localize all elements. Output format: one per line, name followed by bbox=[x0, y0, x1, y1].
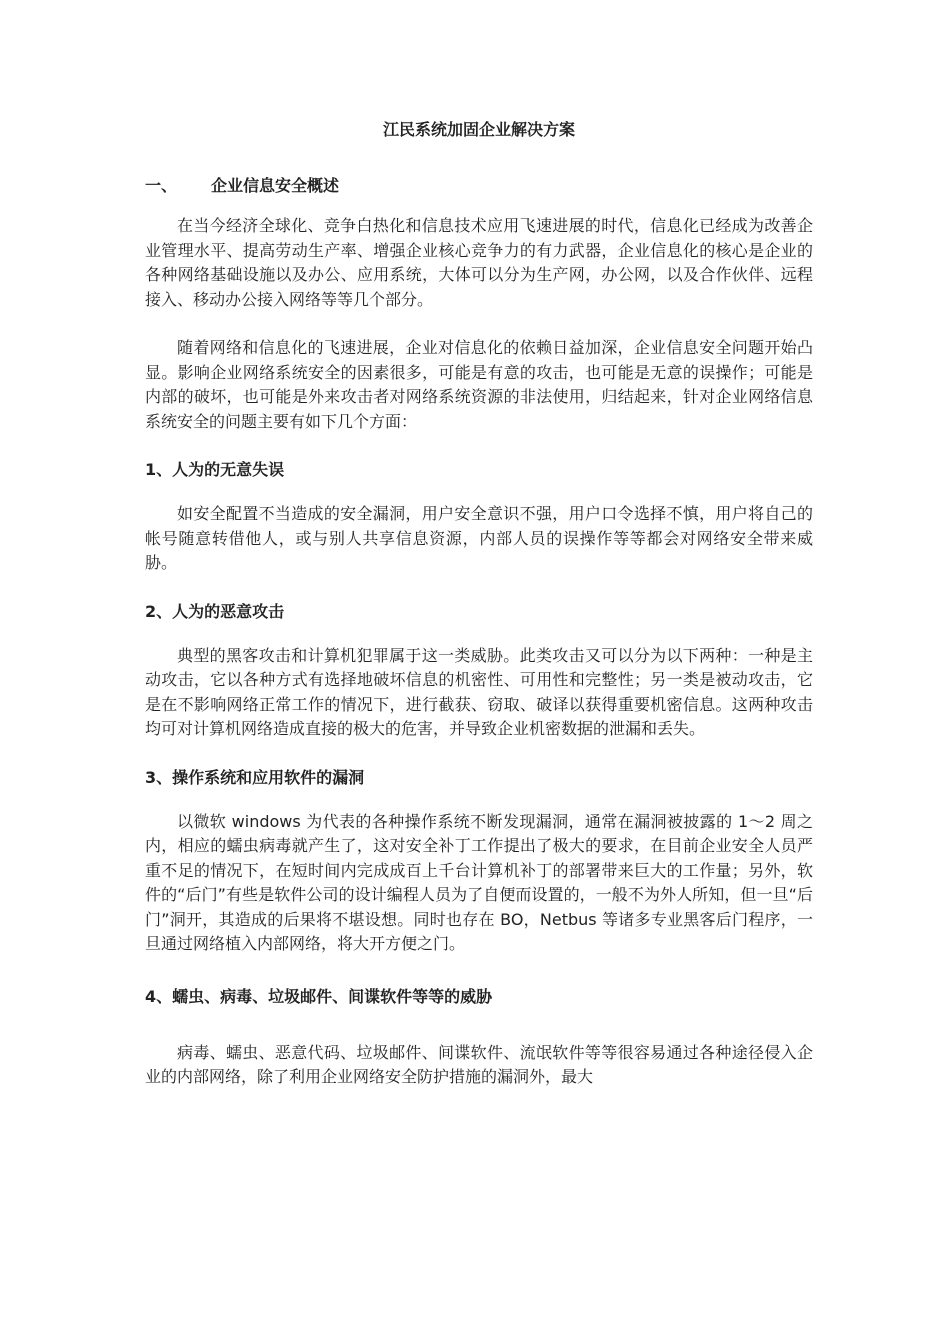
document-title: 江民系统加固企业解决方案 bbox=[382, 120, 575, 139]
item-paragraph: 病毒、蠕虫、恶意代码、垃圾邮件、间谍软件、流氓软件等等很容易通过各种途径侵入企业的内部网络，除了利用企业网络安全防护措施的漏洞外，最大 bbox=[145, 1042, 813, 1086]
section-heading bbox=[145, 174, 813, 198]
item-heading: 2、人为的恶意攻击 bbox=[145, 601, 285, 621]
item-paragraph: 典型的黑客攻击和计算机犯罪属于这一类威胁。此类攻击又可以分为以下两种：一种是主动攻击，它以各种方式有选择地破坏信息的机密性、可用性和完整性；另一类是被动攻击，它是在不影响网络正常工作的情况下，进行截获、窃取、破译以获得重要机密信息。这两种攻击均可对计算机网络造成直接的极大的危害，并导致企业机密数据的泄漏和丢失。 bbox=[145, 645, 813, 738]
item-heading: 1、人为的无意失误 bbox=[145, 460, 285, 479]
document-page bbox=[145, 118, 813, 1114]
paragraph: 在当今经济全球化、竞争白热化和信息技术应用飞速进展的时代，信息化已经成为改善企业管理水平、提高劳动生产率、增强企业核心竞争力的有力武器，企业信息化的核心是企业的各种网络基础设施以及办公、应用系统，大体可以分为生产网，办公网，以及合作伙伴、远程接入、移动办公接入网络等等几个部分。 bbox=[145, 216, 813, 309]
section-number: 一、 bbox=[145, 176, 178, 195]
item-heading: 3、操作系统和应用软件的漏洞 bbox=[145, 767, 365, 787]
paragraph: 随着网络和信息化的飞速进展，企业对信息化的依赖日益加深，企业信息安全问题开始凸显。影响企业网络系统安全的因素很多，可能是有意的攻击，也可能是无意的误操作；可能是内部的破坏，也可能是外来攻击者对网络系统资源的非法使用，归结起来，针对企业网络信息系统安全的问题主要有如下几个方面： bbox=[145, 338, 813, 431]
item-paragraph: 以微软 windows 为代表的各种操作系统不断发现漏洞，通常在漏洞被披露的 1～2 周之内，相应的蠕虫病毒就产生了，这对安全补丁工作提出了极大的要求，在目前企业安全人员严重不足的情况下，在短时间内完成成百上千台计算机补丁的部署带来巨大的工作量；另外，软件的“后门”有些是软件公司的设计编程人员为了自便而设置的，一般不为外人所知，但一旦“后门”洞开，其造成的后果将不堪设想。同时也存在 BO，Netbus 等诸多专业黑客后门程序，一旦通过网络植入内部网络，将大开方便之门。 bbox=[145, 811, 813, 953]
item-paragraph: 如安全配置不当造成的安全漏洞，用户安全意识不强，用户口令选择不慎，用户将自己的帐号随意转借他人，或与别人共享信息资源，内部人员的误操作等等都会对网络安全带来威胁。 bbox=[145, 504, 813, 572]
item-heading: 4、蠕虫、病毒、垃圾邮件、间谍软件等等的威胁 bbox=[145, 986, 493, 1006]
section-title: 企业信息安全概述 bbox=[211, 176, 340, 195]
